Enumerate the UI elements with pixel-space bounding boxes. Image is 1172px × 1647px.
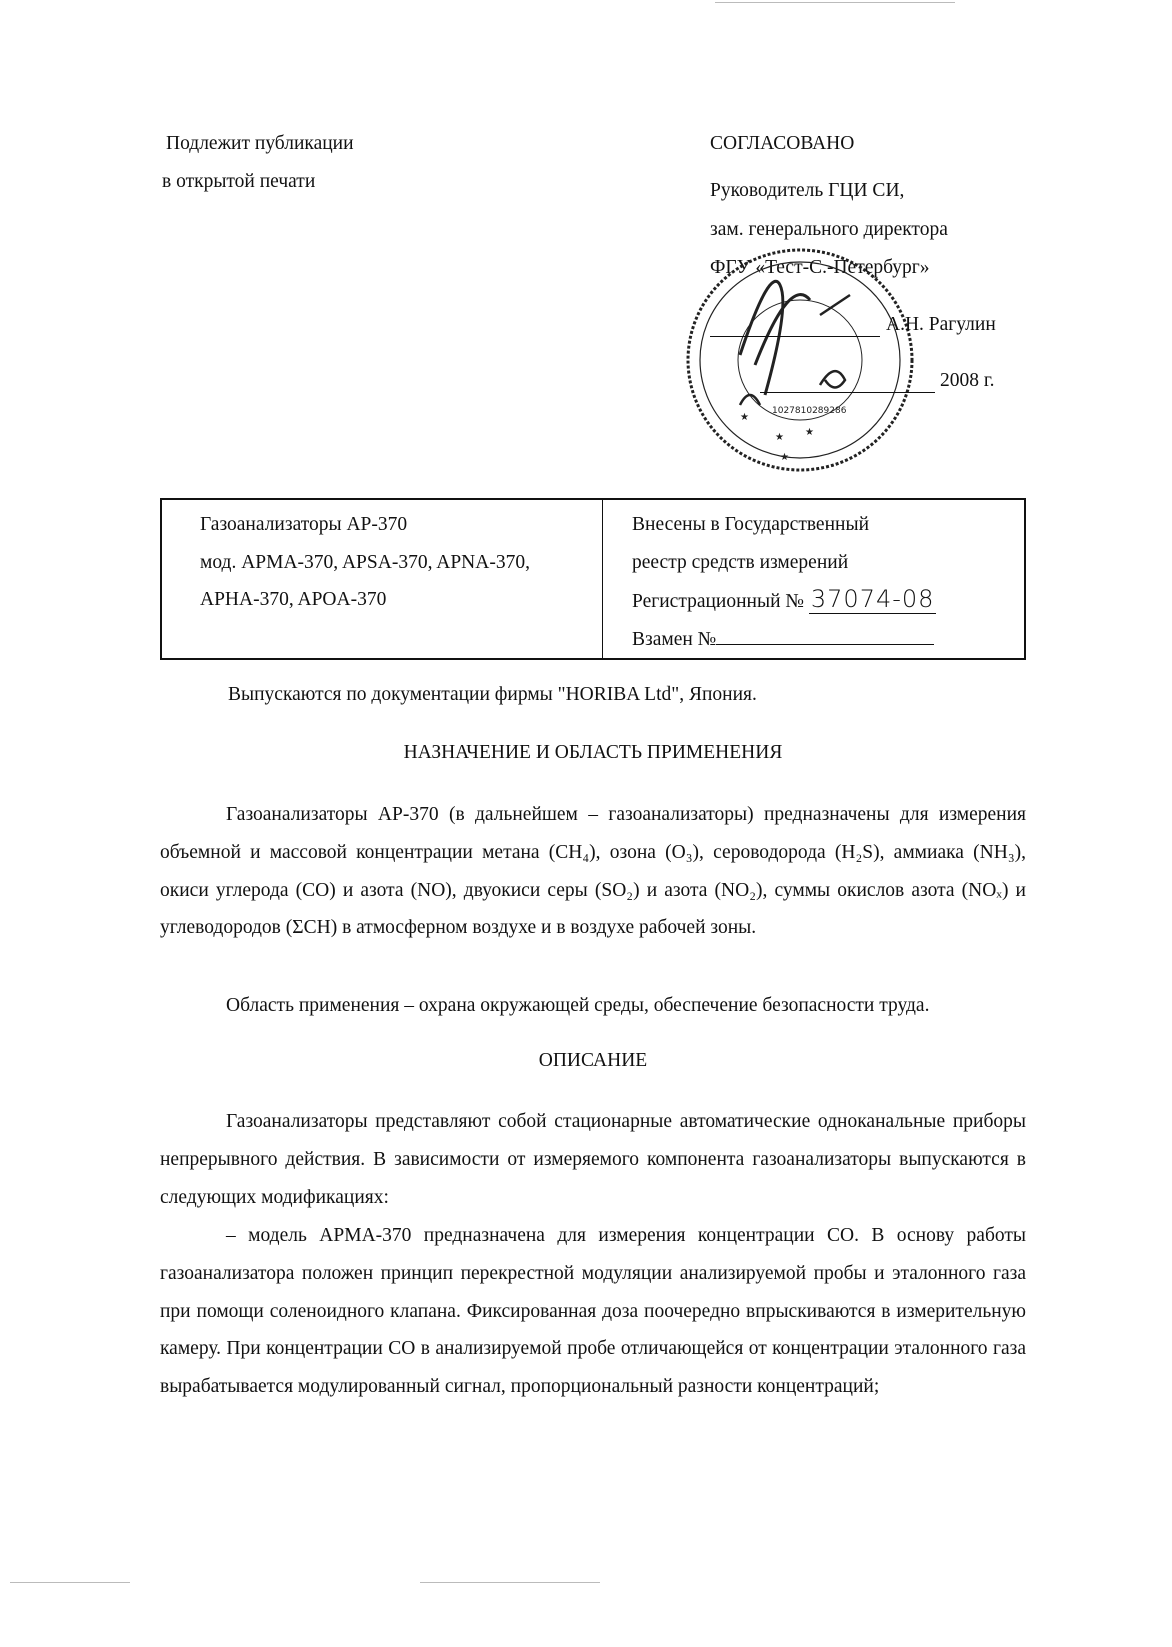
approval-line-2: зам. генерального директора — [710, 219, 948, 240]
device-models-cont: APHA-370, APOA-370 — [200, 589, 387, 610]
publication-note-line-2: в открытой печати — [162, 171, 316, 192]
official-stamp — [680, 245, 930, 475]
date-line — [760, 392, 935, 393]
registration-number: 37074-08 — [810, 585, 935, 613]
replaces-blank — [716, 626, 934, 645]
svg-text:1027810289286: 1027810289286 — [772, 406, 847, 416]
table-divider — [602, 500, 603, 658]
approval-line-3: ФГУ «Тест-С.-Петербург» — [710, 257, 930, 278]
scan-artifact — [715, 2, 955, 3]
manufacturer-line: Выпускаются по документации фирмы "HORIBA Ltd", Япония. — [228, 684, 757, 705]
device-models: мод. APMA-370, APSA-370, APNA-370, — [200, 551, 530, 573]
application-paragraph: Область применения – охрана окружающей среды, обеспечение безопасности труда. — [226, 995, 930, 1016]
apma-model-paragraph: – модель APMA-370 предназначена для измерения концентрации СО. В основу работы газоанализатора положен принцип перекрестной модуляции анализируемой пробы и эталонного газа при помощи соленоидного клапана. Фиксированная доза поочередно впрыскиваются в измерительную камеру. При концентрации СО в анализируемой пробе отличающейся от концентрации эталонного газа вырабатывается модулированный сигнал, пропорциональный разности концентраций; — [160, 1225, 1026, 1398]
registration-label: Регистрационный № — [632, 591, 805, 612]
signature-line — [710, 336, 880, 337]
date-year: 2008 г. — [940, 370, 995, 391]
registry-info — [632, 506, 936, 658]
replaces-label: Взамен № — [632, 628, 717, 650]
section-title-description: ОПИСАНИЕ — [538, 1050, 648, 1071]
registration-table — [160, 498, 1026, 660]
section-title-purpose: НАЗНАЧЕНИЕ И ОБЛАСТЬ ПРИМЕНЕНИЯ — [403, 742, 783, 763]
registration-number-row — [632, 581, 936, 621]
svg-text:★: ★ — [780, 452, 789, 463]
device-info — [200, 506, 530, 619]
approval-line-1: Руководитель ГЦИ СИ, — [710, 180, 905, 201]
scan-artifact — [10, 1582, 130, 1583]
registry-line-1: Внесены в Государственный — [632, 514, 869, 535]
registry-line-2: реестр средств измерений — [632, 551, 849, 573]
description-paragraph: Газоанализаторы представляют собой стационарные автоматические одноканальные приборы непрерывного действия. В зависимости от измеряемого компонента газоанализаторы выпускаются в следующих модификациях: — [160, 1111, 1026, 1208]
approval-title: СОГЛАСОВАНО — [710, 133, 855, 154]
replaces-row — [632, 621, 936, 659]
purpose-paragraph: Газоанализаторы АР-370 (в дальнейшем – газоанализаторы) предназначены для измерения объемной и массовой концентрации метана (CH₄), озона (O₃), сероводорода (H₂S), аммиака (NH₃), окиси углерода (CO) и азота (NO), двуокиси серы (SO₂) и азота (NO₂), суммы окислов азота (NOₓ) и углеводородов (ΣCH) в атмосферном воздухе и в воздухе рабочей зоны. — [160, 804, 1026, 939]
svg-text:★: ★ — [740, 412, 749, 423]
signatory-name: А.Н. Рагулин — [886, 314, 996, 335]
svg-text:★: ★ — [805, 427, 814, 438]
publication-note-line-1: Подлежит публикации — [166, 133, 354, 154]
svg-text:★: ★ — [775, 432, 784, 443]
scan-artifact — [420, 1582, 600, 1583]
device-name: Газоанализаторы АР-370 — [200, 514, 408, 535]
